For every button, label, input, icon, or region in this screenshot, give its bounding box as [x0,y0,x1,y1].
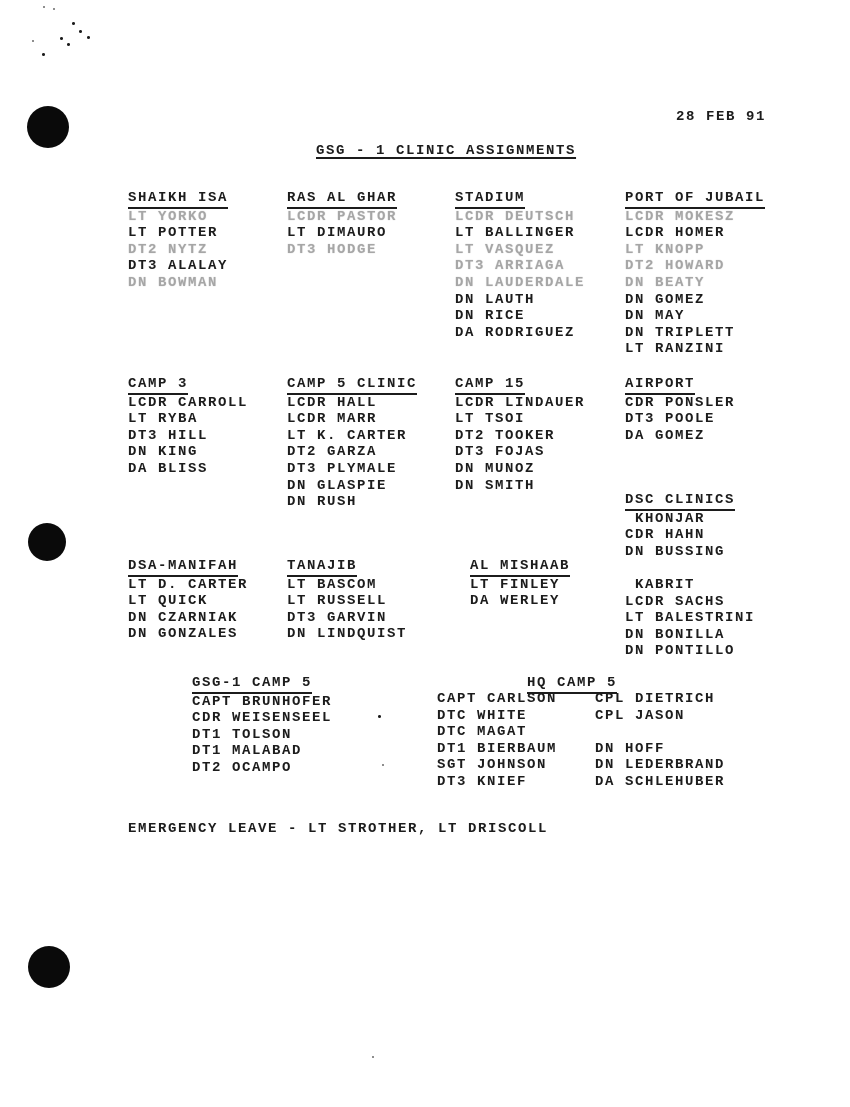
assignment-entry: CDR HAHN [625,527,706,544]
assignment-entry: LT FINLEY [470,576,561,593]
assignment-entry: DT2 HOWARD [625,258,726,275]
scan-speck [72,22,75,25]
emergency-leave-line: EMERGENCY LEAVE - LT STROTHER, LT DRISCOLL [128,821,549,837]
assignment-entry: LT RUSSELL [287,593,388,610]
assignment-entry: CDR WEISENSEEL [192,710,333,727]
clinic-block-shaikh-isa [128,190,228,292]
clinic-block-title: PORT OF JUBAIL [625,190,765,209]
assignment-entry: DT3 HILL [128,427,209,444]
assignment-entry: LT YORKO [128,208,209,225]
clinic-block-title: GSG-1 CAMP 5 [192,675,312,694]
assignment-entry: CAPT BRUNHOFER [192,693,333,710]
scan-speck [42,53,45,56]
clinic-block-title: RAS AL GHAR [287,190,397,209]
assignment-entry: DT1 MALABAD [192,743,303,760]
punch-hole-mark [27,106,69,148]
clinic-block-title: HQ CAMP 5 [527,675,617,694]
clinic-block-camp-15 [455,376,585,494]
scan-speck [87,36,90,39]
clinic-block-stadium [455,190,585,341]
clinic-block-title: AL MISHAAB [470,558,570,577]
clinic-block-al-mishaab [470,558,570,610]
assignment-entry: DN BOWMAN [128,274,219,291]
assignment-entry: DA SCHLEHUBER [595,773,726,790]
clinic-block-title: CAMP 3 [128,376,188,395]
assignment-entry: LT RYBA [128,411,199,428]
clinic-block-dsc-clinics [625,492,735,560]
assignment-entry: DN CZARNIAK [128,609,239,626]
assignment-entry: SGT JOHNSON [437,757,548,774]
assignment-entry: DN LINDQUIST [287,626,408,643]
clinic-block-tanajib [287,558,407,643]
assignment-entry: DT2 TOOKER [455,427,556,444]
punch-hole-mark [28,946,70,988]
clinic-block-title: KABRIT [625,577,696,593]
clinic-block-title: CAMP 5 CLINIC [287,376,417,395]
assignment-entry: LCDR MARR [287,411,378,428]
assignment-entry: LT KNOPP [625,241,706,258]
assignment-entry: DT3 FOJAS [455,444,546,461]
assignment-entry: LT BALLINGER [455,225,576,242]
assignment-entry: DN KING [128,444,199,461]
assignment-entry: CDR PONSLER [625,394,736,411]
assignment-entry: DN MAY [625,308,686,325]
assignment-entry: DN RUSH [287,494,358,511]
clinic-block-camp-5-clinic [287,376,417,511]
punch-hole-mark [28,523,66,561]
clinic-block-title: STADIUM [455,190,525,209]
scan-speck [372,1056,374,1058]
assignment-entry: LCDR SACHS [625,593,726,610]
assignment-entry: DA GOMEZ [625,427,706,444]
assignment-entry: LCDR MOKESZ [625,208,736,225]
assignment-entry: DT3 ALALAY [128,258,229,275]
assignment-entry: DT3 ARRIAGA [455,258,566,275]
assignment-entry: DN MUNOZ [455,460,536,477]
assignment-entry: DTC WHITE [437,707,528,724]
assignment-entry: CAPT CARLSON [437,691,558,707]
assignment-entry: LT RANZINI [625,341,726,358]
assignment-entry: DTC MAGAT [437,724,528,741]
assignment-entry: DN GOMEZ [625,291,706,308]
assignment-entry: DN PONTILLO [625,643,736,660]
assignment-entry: DT3 POOLE [625,411,716,428]
assignment-entry: DA WERLEY [470,593,561,610]
assignment-entry: LCDR HALL [287,394,378,411]
clinic-block-title: TANAJIB [287,558,357,577]
assignment-entry: LT D. CARTER [128,576,249,593]
assignment-entry: DN GLASPIE [287,477,388,494]
clinic-block-hq-camp-5-col-b [595,691,725,791]
scan-speck [53,8,55,10]
clinic-block-airport [625,376,735,444]
assignment-entry: KHONJAR [625,510,706,527]
clinic-block-title: DSC CLINICS [625,492,735,511]
clinic-block-camp-3 [128,376,248,478]
clinic-block-title: CAMP 15 [455,376,525,395]
clinic-block-gsg-1-camp-5 [192,675,332,777]
assignment-entry: DN LAUDERDALE [455,274,586,291]
clinic-block-title: AIRPORT [625,376,695,395]
assignment-entry: DT1 TOLSON [192,726,293,743]
assignment-entry: DN LEDERBRAND [595,757,726,774]
assignment-entry: DA RODRIGUEZ [455,324,576,341]
assignment-entry: DN BONILLA [625,626,726,643]
assignment-entry: DN SMITH [455,477,536,494]
document-title: GSG - 1 CLINIC ASSIGNMENTS [316,143,577,159]
document-date: 28 FEB 91 [676,109,767,125]
assignment-entry: DT3 PLYMALE [287,460,398,477]
scan-speck [378,715,381,718]
clinic-block-dsa-manifah [128,558,248,643]
assignment-entry: LT QUICK [128,593,209,610]
assignment-entry: LCDR HOMER [625,225,726,242]
scan-speck [67,43,70,46]
assignment-entry: DT2 GARZA [287,444,378,461]
assignment-entry: CPL DIETRICH [595,691,716,707]
clinic-block-ras-al-ghar [287,190,397,258]
clinic-block-port-of-jubail [625,190,765,358]
clinic-block-hq-camp-5-col-a [437,691,557,791]
scan-speck [32,40,34,42]
assignment-entry: DT3 GARVIN [287,609,388,626]
assignment-entry: DT2 OCAMPO [192,759,293,776]
assignment-entry: LT K. CARTER [287,427,408,444]
assignment-entry: DN BUSSING [625,543,726,560]
assignment-entry: DA BLISS [128,460,209,477]
assignment-entry: DN HOFF [595,740,666,757]
scan-speck [79,30,82,33]
assignment-entry: DN LAUTH [455,291,536,308]
assignment-entry [595,724,725,741]
scan-speck [60,37,63,40]
assignment-entry: LT TSOI [455,411,526,428]
assignment-entry: DN GONZALES [128,626,239,643]
assignment-entry: LT VASQUEZ [455,241,556,258]
clinic-block-title: DSA-MANIFAH [128,558,238,577]
scan-speck [382,764,384,766]
assignment-entry: LCDR CARROLL [128,394,249,411]
assignment-entry: LCDR LINDAUER [455,394,586,411]
assignment-entry: CPL JASON [595,707,686,724]
clinic-block-kabrit [625,577,755,660]
clinic-block-title: SHAIKH ISA [128,190,228,209]
assignment-entry: DN TRIPLETT [625,324,736,341]
assignment-entry: DN RICE [455,308,526,325]
assignment-entry: LT BALESTRINI [625,610,756,627]
assignment-entry: LT DIMAURO [287,225,388,242]
scan-speck [43,6,45,8]
assignment-entry: DT2 NYTZ [128,241,209,258]
assignment-entry: LT POTTER [128,225,219,242]
assignment-entry: LCDR PASTOR [287,208,398,225]
assignment-entry: DT1 BIERBAUM [437,740,558,757]
assignment-entry: DT3 KNIEF [437,773,528,790]
assignment-entry: LCDR DEUTSCH [455,208,576,225]
assignment-entry: DN BEATY [625,274,706,291]
assignment-entry: DT3 HODGE [287,241,378,258]
assignment-entry: LT BASCOM [287,576,378,593]
